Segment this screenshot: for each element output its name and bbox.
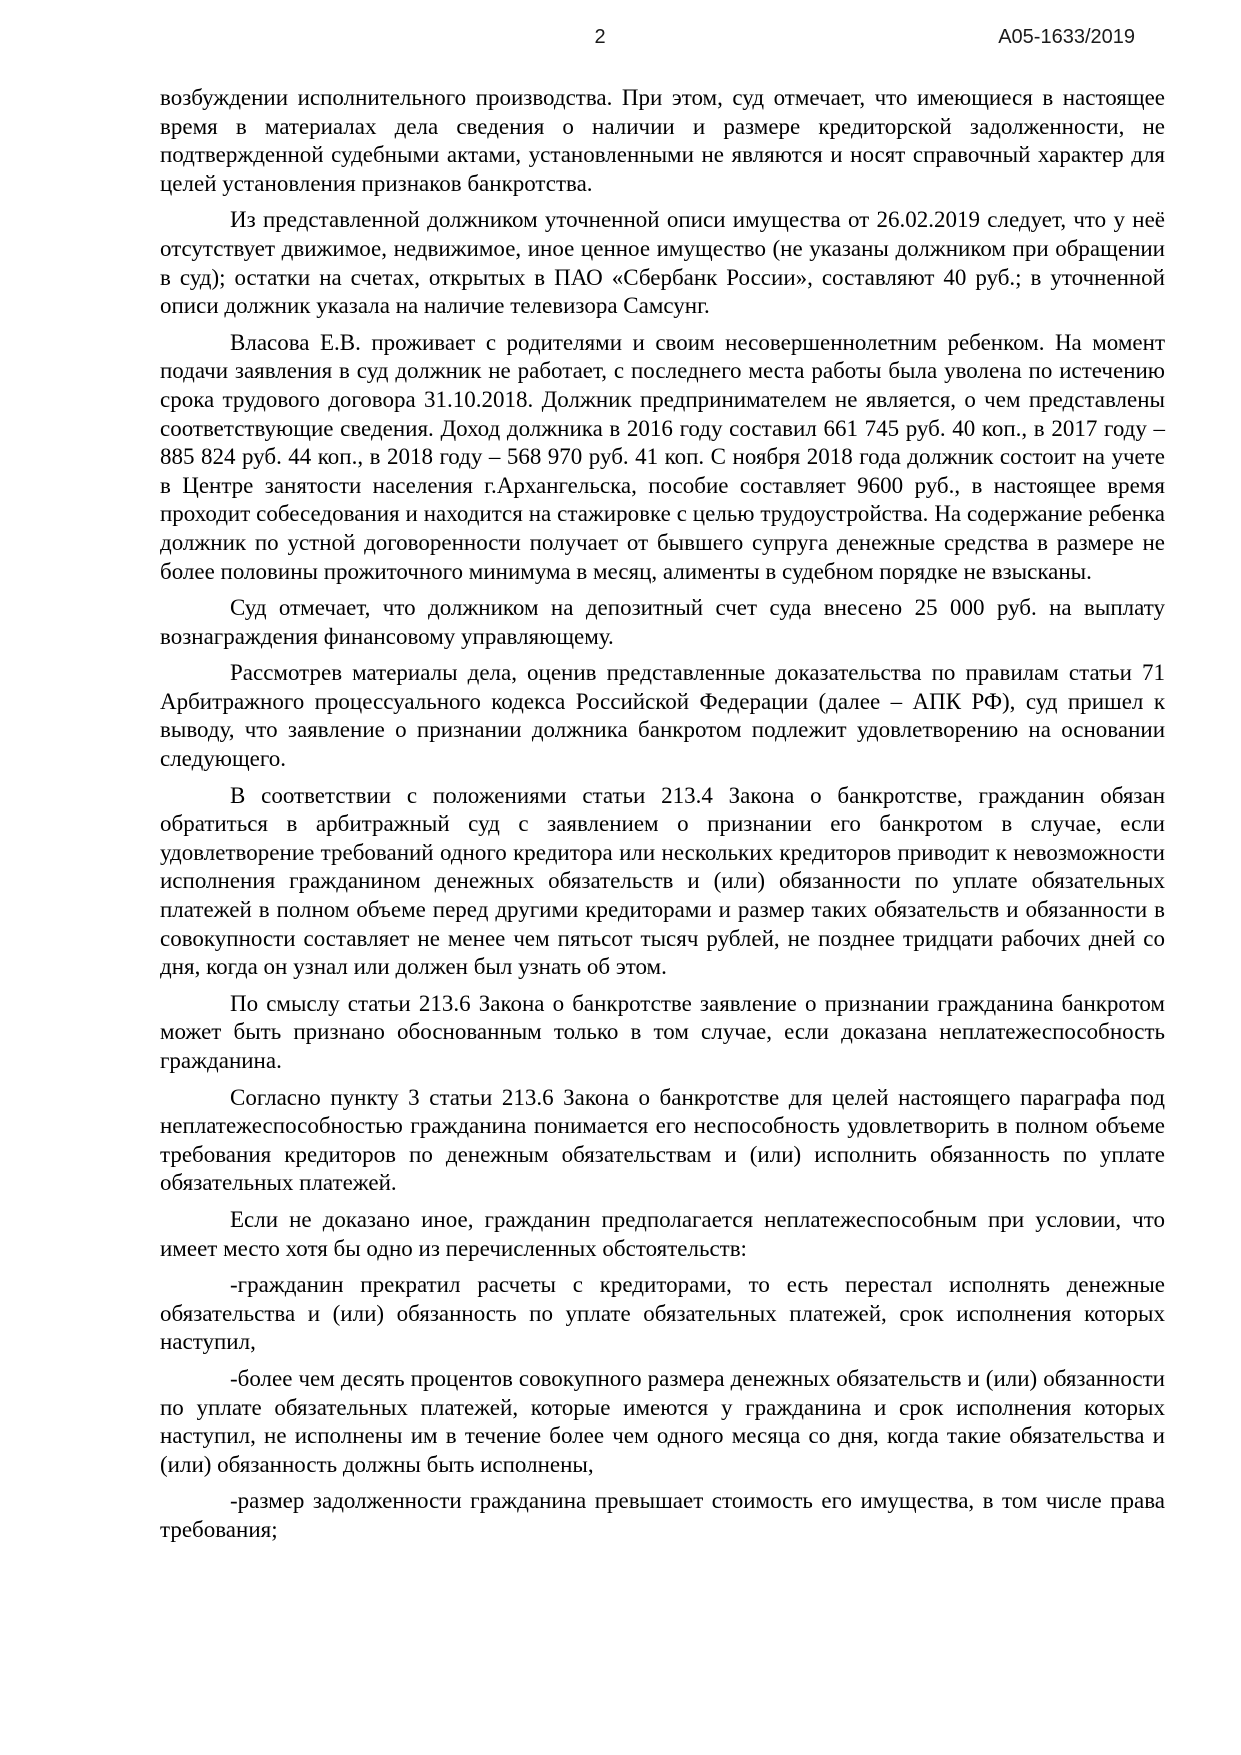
document-body [160, 84, 1165, 1545]
paragraph: Власова Е.В. проживает с родителями и своим несовершеннолетним ребенком. На момент подачи заявления в суд должник не работает, с последнего места работы была уволена по истечению срока трудового договора 31.10.2018. Должник предпринимателем не является, о чем представлены соответствующие сведения. Доход должника в 2016 году составил 661 745 руб. 40 коп., в 2017 году – 885 824 руб. 44 коп., в 2018 году – 568 970 руб. 41 коп. С ноября 2018 года должник состоит на учете в Центре занятости населения г.Архангельска, пособие составляет 9600 руб., в настоящее время проходит собеседования и находится на стажировке с целью трудоустройства. На содержание ребенка должник по устной договоренности получает от бывшего супруга денежные средства в размере не более половины прожиточного минимума в месяц, алименты в судебном порядке не взысканы. [160, 329, 1165, 584]
paragraph: Суд отмечает, что должником на депозитный счет суда внесено 25 000 руб. на выплату вознаграждения финансовому управляющему. [160, 595, 1165, 649]
paragraph-list-item: -более чем десять процентов совокупного размера денежных обязательств и (или) обязанности по уплате обязательных платежей, которые имеются у гражданина и срок исполнения которых наступил, не исполнены им в течение более чем одного месяца со дня, когда такие обязательства и (или) обязанность должны быть исполнены, [160, 1365, 1165, 1477]
paragraph-list-item: -размер задолженности гражданина превышает стоимость его имущества, в том числе права требования; [160, 1488, 1165, 1542]
case-number: А05-1633/2019 [998, 26, 1135, 48]
paragraph: Рассмотрев материалы дела, оценив представленные доказательства по правилам статьи 71 Арбитражного процессуального кодекса Российской Федерации (далее – АПК РФ), суд пришел к выводу, что заявление о признании должника банкротом подлежит удовлетворению на основании следующего. [160, 660, 1165, 772]
paragraph: По смыслу статьи 213.6 Закона о банкротстве заявление о признании гражданина банкротом может быть признано обоснованным только в том случае, если доказана неплатежеспособность гражданина. [160, 990, 1165, 1073]
page-number: 2 [594, 26, 606, 48]
paragraph: Согласно пункту 3 статьи 213.6 Закона о банкротстве для целей настоящего параграфа под неплатежеспособностью гражданина понимается его неспособность удовлетворить в полном объеме требования кредиторов по денежным обязательствам и (или) исполнить обязанность по уплате обязательных платежей. [160, 1084, 1165, 1196]
paragraph: Если не доказано иное, гражданин предполагается неплатежеспособным при условии, что имеет место хотя бы одно из перечисленных обстоятельств: [160, 1206, 1165, 1261]
paragraph-continuation: возбуждении исполнительного производства. При этом, суд отмечает, что имеющиеся в настоящее время в материалах дела сведения о наличии и размере кредиторской задолженности, не подтвержденной судебными актами, установленными не являются и носят справочный характер для целей установления признаков банкротства. [160, 85, 1165, 196]
page-header [0, 26, 1241, 52]
paragraph-list-item: -гражданин прекратил расчеты с кредиторами, то есть перестал исполнять денежные обязательства и (или) обязанность по уплате обязательных платежей, срок исполнения которых наступил, [160, 1272, 1165, 1355]
paragraph: В соответствии с положениями статьи 213.4 Закона о банкротстве, гражданин обязан обратиться в арбитражный суд с заявлением о признании его банкротом в случае, если удовлетворение требований одного кредитора или нескольких кредиторов приводит к невозможности исполнения гражданином денежных обязательств и (или) обязанности по уплате обязательных платежей в полном объеме перед другими кредиторами и размер таких обязательств и обязанности в совокупности составляет не менее чем пятьсот тысяч рублей, не позднее тридцати рабочих дней со дня, когда он узнал или должен был узнать об этом. [160, 782, 1165, 980]
paragraph: Из представленной должником уточненной описи имущества от 26.02.2019 следует, что у неё отсутствует движимое, недвижимое, иное ценное имущество (не указаны должником при обращении в суд); остатки на счетах, открытых в ПАО «Сбербанк России», составляют 40 руб.; в уточненной описи должник указала на наличие телевизора Самсунг. [160, 207, 1165, 319]
